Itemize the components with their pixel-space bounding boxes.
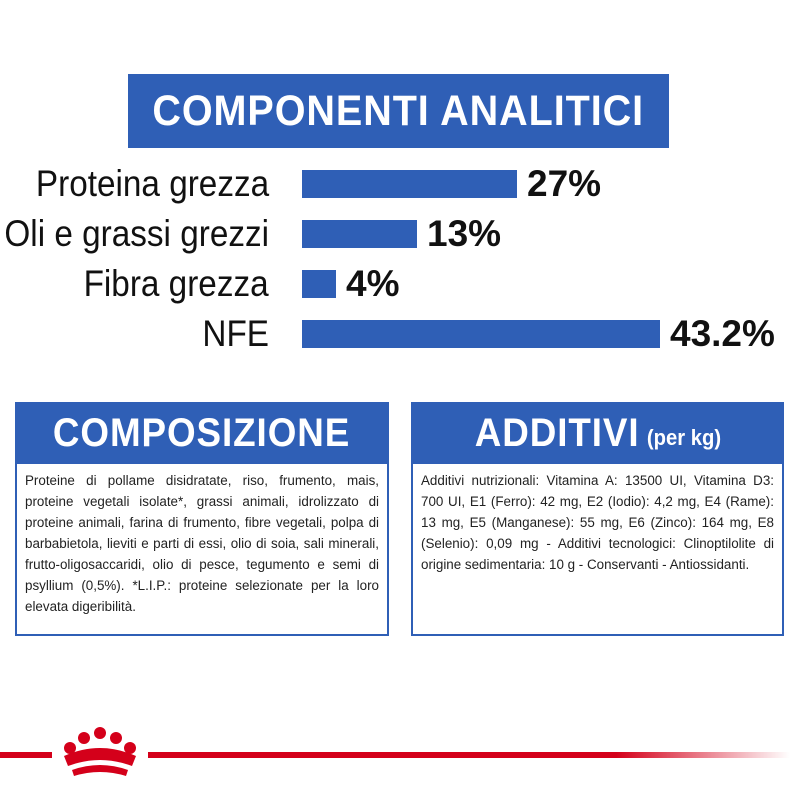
additives-text: Additivi nutrizionali: Vitamina A: 13500 UI, Vitamina D3: 700 UI, E1 (Ferro): 42 mg, E2 (Iodio): 4,2 mg, E4 (Rame): 13 mg, E5 (Manganese): 55 mg, E6 (Zinco): 164 mg, E8 (Selenio): 0,09 mg - Additivi tecnologici: Clinoptilolite di origine sedimentaria: 10 g - Conservanti - Antiossidanti. (411, 464, 784, 636)
additives-heading (411, 402, 784, 464)
composition-heading-text: COMPOSIZIONE (53, 410, 351, 455)
composition-heading (15, 402, 389, 464)
analytic-bar (302, 170, 517, 198)
analytic-bar (302, 220, 417, 248)
analytic-value: 4% (346, 263, 400, 304)
analytic-value: 43.2% (670, 313, 775, 354)
analytic-bar (302, 320, 660, 348)
analytic-label: Proteina grezza (35, 163, 269, 204)
title-banner (128, 74, 669, 148)
composition-text: Proteine di pollame disidratate, riso, frumento, mais, proteine vegetali isolate*, grassi animali, idrolizzato di proteine animali, farina di frumento, fibre vegetali, polpa di barbabietola, lieviti e parti di essi, olio di soia, sali minerali, frutto-oligosaccaridi, olio di pesce, tegumento e semi di psyllium (0,5%). *L.I.P.: proteine selezionate per la loro elevata digeribilità. (15, 464, 389, 636)
analytic-label: NFE (202, 313, 269, 354)
analytic-row-nfe (0, 310, 800, 358)
analytic-value: 13% (427, 213, 502, 254)
page-title: COMPONENTI ANALITICI (152, 86, 645, 135)
analytic-row-protein (0, 160, 800, 208)
additives-heading-suffix: (per kg) (646, 425, 721, 450)
analytic-row-fat (0, 210, 800, 258)
analytic-value: 27% (527, 163, 602, 204)
analytic-label: Fibra grezza (83, 263, 269, 304)
crown-icon (52, 726, 148, 778)
analytic-label: Oli e grassi grezzi (4, 213, 269, 254)
analytic-row-fiber (0, 260, 800, 308)
analytic-bar (302, 270, 336, 298)
additives-heading-text: ADDITIVI (474, 410, 640, 455)
